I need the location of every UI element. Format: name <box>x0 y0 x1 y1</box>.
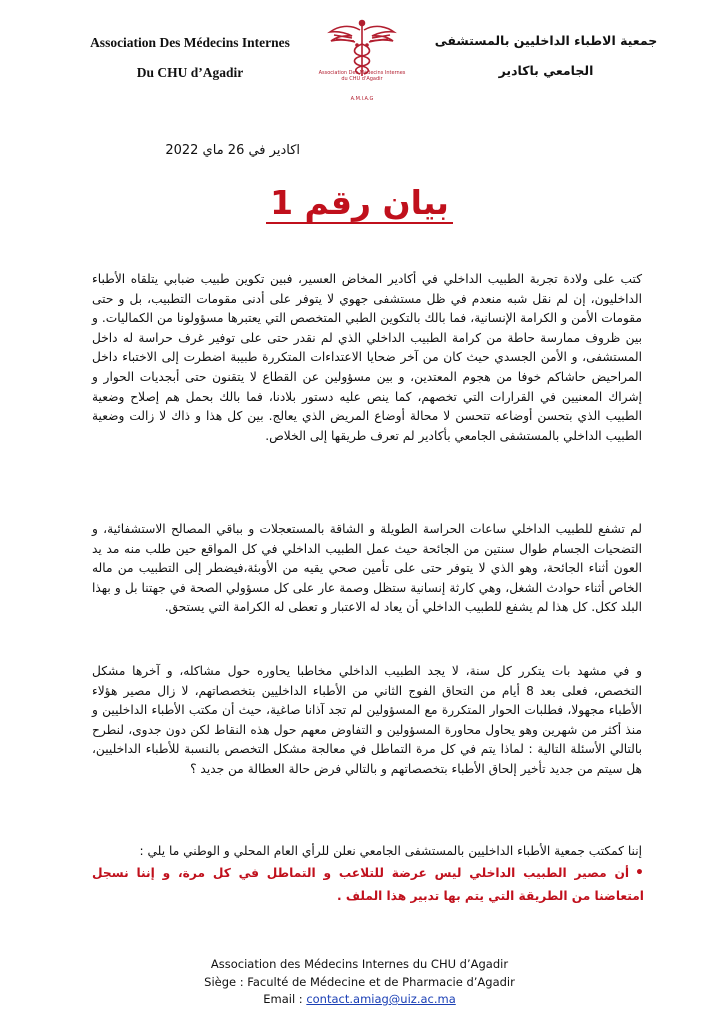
header-left-line2: Du CHU d’Agadir <box>136 65 244 80</box>
logo-caption: Association Des Médecins Internes du CHU d'Agadir <box>318 70 406 82</box>
declaration-bullet <box>92 862 644 908</box>
association-logo <box>322 18 402 104</box>
footer-address: Siège : Faculté de Médecine et de Pharmacie d’Agadir <box>204 974 515 989</box>
footer-email-label: Email : <box>263 992 307 1006</box>
paragraph-2: لم تشفع للطبيب الداخلي ساعات الحراسة الطويلة و الشاقة بالمستعجلات و بباقي المصالح الاستشفائية، و التضحيات الجسام طوال سنتين من الجائحة حيث عمل الطبيب الداخلي في كل المواقع حين طلب منه مد يد العون أثناء الجائحة، وهو الذي لا يتوفر حتى على تأمين صحي يقيه من الأوبئة،فيضطر إلى التطبيب من ماله الخاص أثناء حوادث الشغل، وهي كارثة إنسانية ستظل وصمة عار على كل مسؤولي الصحة في جهتنا بل و بهذا البلد ككل. كل هذا لم يشفع للطبيب الداخلي أن يعاد له الاعتبار و تعطى له الكرامة التي يستحق. <box>92 522 642 615</box>
header-right-line2: الجامعي باكادير <box>498 63 594 78</box>
statement-title-text: بيان رقم 1 <box>266 183 453 224</box>
footer-email-line <box>0 991 719 1009</box>
logo-abbreviation: A.M.I.A.G <box>350 96 374 102</box>
footer <box>0 956 719 1009</box>
footer-association: Association des Médecins Internes du CHU d’Agadir <box>210 957 509 971</box>
paragraph-3: و في مشهد بات يتكرر كل سنة، لا يجد الطبيب الداخلي مخاطبا يحاوره حول مشاكله، و آخرها مشكل التخصص، فعلى بعد 8 أيام من التحاق الفوج الثاني من الأطباء الداخليين بتخصصاتهم، لا زال مصير هؤلاء الأطباء مجهولا، فطلبات الحوار المتكررة مع المسؤولين لم تجد آذانا صاغية، حيث أن مكتب الأطباء الداخليين و منذ أكثر من شهرين وهو يحاول محاورة المسؤولين و التفاوض معهم حول هذه النقاط لكن دون جدوى، لنطرح بالتالي الأسئلة التالية : لماذا يتم في كل مرة التماطل في معالجة مشكل التخصص بالنسبة للأطباء الداخليين، هل سيتم من جديد تأخير إلحاق الأطباء بتخصصاتهم و بالتالي فرض حالة العطالة من جديد ؟ <box>92 664 642 776</box>
paragraph-1: كتب على ولادة تجربة الطبيب الداخلي في أكادير المخاض العسير، فبين تكوين طبيب ضبابي يتلقاه الأطباء الداخليون، إن لم نقل شبه منعدم في ظل مستشفى جهوي لا يتوفر على أدنى مقومات التطبيب، بل و حتى مقومات الأمن و الكرامة الإنسانية، فما بالك بالتكوين الطبي المتخصص التي يعتبرها مسؤولونا من الكماليات. و بين ظروف ممارسة حاطة من كرامة الطبيب الداخلي الذي لم نقدر حتى على توفير غرف حراسة له داخل المستشفى، و الأمن الجسدي حيث كان من آخر ضحايا الاعتداءات المتكررة طبيبة اضطرت إلى الاختباء داخل المراحيض حاشاكم خوفا من هجوم المعتدين، و بين مسؤولين عن القطاع لا يتقنون حتى أبجديات الحوار و إشراك المعنيين في القرارات التي تخصهم، كما ينص عليه دستور بلادنا، فما بالك بحمل هم إصلاح وضعية الطبيب الذي بتحسن أوضاعه تتحسن لا محالة أوضاع المريض الذي يعالج. بين كل هذا و ذاك لا زالت وضعية الطبيب الداخلي بالمستشفى الجامعي بأكادير لم تعرف طريقها إلى الخلاص. <box>92 272 642 443</box>
paragraph-declaration-intro: إننا كمكتب جمعية الأطباء الداخليين بالمستشفى الجامعي نعلن للرأي العام المحلي و الوطني ما يلي : <box>139 844 642 858</box>
header-left-association-name <box>70 28 310 88</box>
declaration-bullet-text: أن مصير الطبيب الداخلي ليس عرضة للتلاعب و التماطل في كل مرة، و إننا نسجل امتعاضنا من الطريقة التي يتم بها تدبير هذا الملف . <box>92 866 644 903</box>
bullet-dot-icon: • <box>635 865 644 881</box>
document-date: اكادير في 26 ماي 2022 <box>165 143 300 158</box>
header-right-line1: جمعية الاطباء الداخليين بالمستشفى <box>434 33 658 48</box>
header-left-line1: Association Des Médecins Internes <box>90 35 290 50</box>
header-right-association-name <box>431 26 661 86</box>
statement-title <box>0 183 719 222</box>
footer-email-link[interactable]: contact.amiag@uiz.ac.ma <box>306 992 456 1006</box>
